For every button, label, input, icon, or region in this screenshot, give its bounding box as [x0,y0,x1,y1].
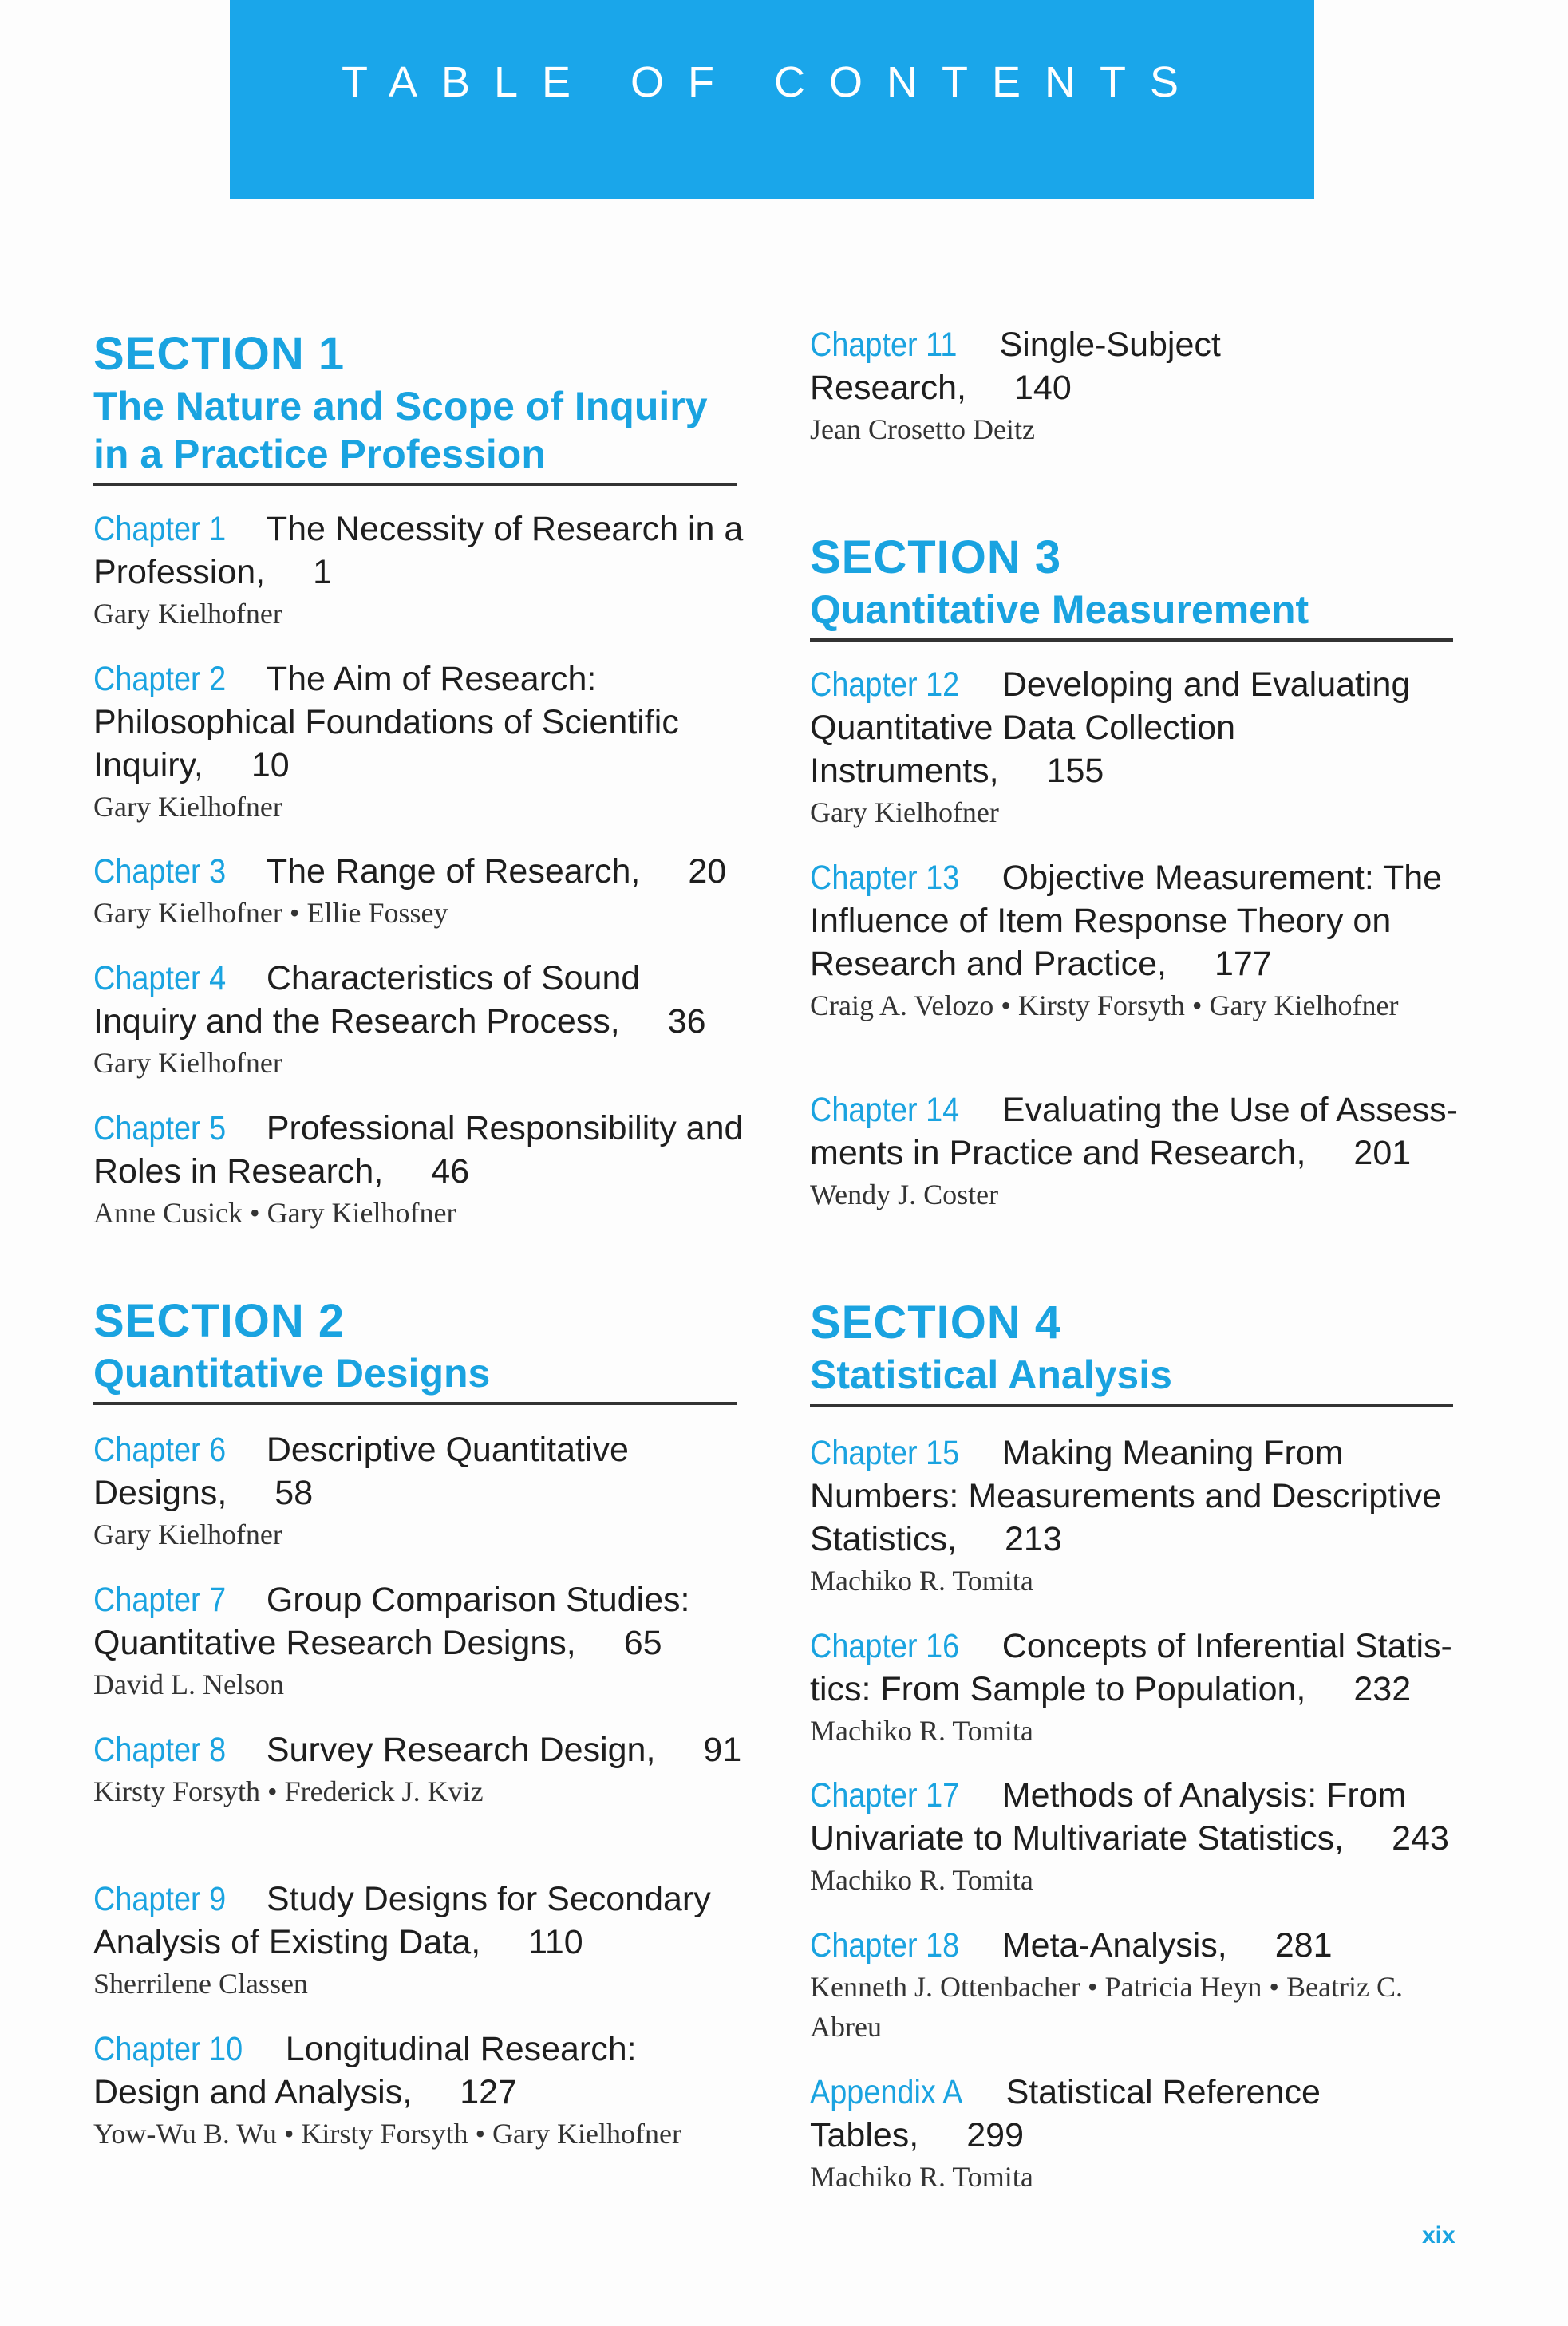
chapter-page: 299 [966,2116,1024,2154]
chapter-title: The Aim of Research: Philosophical Foundations of Scientific Inquiry, [93,660,679,784]
chapter-line [810,1625,1464,1711]
chapter-line [93,1428,748,1514]
chapter-label: Chapter 14 [810,1091,960,1129]
chapter-line [810,1088,1464,1175]
chapter-authors: Anne Cusick • Gary Kielhofner [93,1197,456,1229]
chapter-label: Chapter 7 [93,1581,227,1619]
chapter-title: The Necessity of Research in a Profession, [93,510,744,591]
chapter-title: Making Meaning From Numbers: Measurements and Descriptive Statistics, [810,1434,1442,1558]
chapter-line [93,850,748,893]
toc-entry[interactable] [810,856,1464,1025]
toc-entry[interactable] [93,957,748,1083]
chapter-label: Chapter 13 [810,859,960,897]
section-number: SECTION 3 [810,531,1062,583]
section-number: SECTION 1 [93,328,346,380]
chapter-line [810,856,1464,985]
section-title: Statistical Analysis [810,1351,1453,1407]
chapter-title: Characteristics of Sound Inquiry and the Research Process, [93,959,641,1041]
chapter-line [810,1774,1464,1860]
chapter-page: 127 [460,2073,517,2111]
chapter-label: Chapter 18 [810,1926,960,1965]
chapter-label: Chapter 16 [810,1627,960,1665]
chapter-title: Statistical Reference Tables, [810,2073,1321,2154]
chapter-line [810,1924,1464,1967]
chapter-page: 140 [1013,369,1072,407]
title-banner [230,0,1314,199]
toc-entry[interactable] [810,2071,1464,2197]
toc-entry[interactable] [93,1107,748,1233]
chapter-page: 91 [703,1731,742,1769]
section-title: Quantitative Measurement [810,586,1453,642]
section-heading [810,1295,1453,1407]
chapter-label: Appendix A [810,2073,963,2111]
chapter-page: 232 [1353,1670,1412,1708]
chapter-title: Objective Measurement: The Influence of Item Response Theory on Research and Practice, [810,859,1443,983]
chapter-line [810,2071,1464,2157]
chapter-page: 36 [667,1002,706,1041]
section-heading [810,530,1453,642]
page-title: TABLE OF CONTENTS [341,58,1203,106]
chapter-label: Chapter 15 [810,1434,960,1472]
chapter-page: 281 [1274,1926,1333,1965]
toc-entry[interactable] [93,1878,748,2004]
chapter-title: Professional Responsibility and Roles in Research, [93,1109,744,1191]
chapter-title: Single-Subject Research, [810,326,1221,407]
section-heading [93,1293,737,1405]
section-heading [93,326,737,486]
chapter-authors: David L. Nelson [93,1668,284,1700]
chapter-title: Survey Research Design, [266,1731,656,1769]
toc-entry[interactable] [93,1728,748,1811]
chapter-label: Chapter 1 [93,510,227,548]
toc-entry[interactable] [93,2028,748,2154]
chapter-title: Evaluating the Use of Assess-ments in Practice and Research, [810,1091,1459,1172]
chapter-page: 1 [313,553,333,591]
toc-entry[interactable] [810,1088,1464,1214]
chapter-line [93,507,748,594]
chapter-authors: Kenneth J. Ottenbacher • Patricia Heyn • Beatriz C. Abreu [810,1971,1403,2043]
chapter-authors: Kirsty Forsyth • Frederick J. Kviz [93,1775,484,1807]
chapter-page: 110 [528,1923,583,1961]
chapter-label: Chapter 4 [93,959,227,997]
chapter-page: 58 [274,1474,314,1512]
toc-entry[interactable] [810,1924,1464,2047]
chapter-title: Meta-Analysis, [1001,1926,1227,1965]
toc-entry[interactable] [93,1578,748,1704]
chapter-authors: Machiko R. Tomita [810,1715,1033,1747]
chapter-line [810,1432,1464,1561]
chapter-label: Chapter 17 [810,1776,960,1815]
chapter-authors: Gary Kielhofner [93,1518,282,1550]
section-number: SECTION 4 [810,1297,1062,1349]
chapter-label: Chapter 3 [93,852,227,891]
chapter-authors: Wendy J. Coster [810,1179,999,1210]
chapter-authors: Gary Kielhofner [810,796,999,828]
toc-entry[interactable] [810,323,1464,449]
chapter-title: Study Designs for Secondary Analysis of Existing Data, [93,1880,711,1961]
chapter-title: The Range of Research, [266,852,641,891]
section-title: Quantitative Designs [93,1349,737,1405]
chapter-label: Chapter 9 [93,1880,227,1918]
chapter-label: Chapter 8 [93,1731,227,1769]
chapter-label: Chapter 5 [93,1109,227,1147]
chapter-page: 155 [1046,752,1104,790]
chapter-label: Chapter 10 [93,2030,243,2068]
chapter-line [810,323,1464,409]
chapter-authors: Gary Kielhofner • Ellie Fossey [93,897,448,929]
chapter-line [93,1107,748,1193]
chapter-authors: Gary Kielhofner [93,791,282,823]
chapter-authors: Machiko R. Tomita [810,1565,1033,1597]
chapter-line [93,658,748,787]
chapter-page: 213 [1005,1520,1062,1558]
chapter-page: 201 [1353,1134,1412,1172]
chapter-line [93,957,748,1043]
chapter-page: 20 [688,852,727,891]
chapter-label: Chapter 12 [810,665,960,704]
chapter-authors: Gary Kielhofner [93,1047,282,1079]
chapter-line [93,2028,748,2114]
toc-entry[interactable] [810,1625,1464,1751]
chapter-line [810,663,1464,792]
section-title: The Nature and Scope of Inquiry in a Practice Profession [93,382,737,486]
chapter-authors: Sherrilene Classen [93,1968,308,2000]
chapter-page: 65 [623,1624,662,1662]
chapter-title: Developing and Evaluating Quantitative Data Collection Instruments, [810,665,1411,790]
chapter-line [93,1728,748,1771]
chapter-title: Methods of Analysis: From Univariate to Multivariate Statistics, [810,1776,1407,1858]
chapter-label: Chapter 6 [93,1431,227,1469]
chapter-authors: Jean Crosetto Deitz [810,413,1035,445]
chapter-page: 243 [1392,1819,1449,1858]
chapter-title: Group Comparison Studies: Quantitative Research Designs, [93,1581,690,1662]
page-number: xix [1422,2222,1455,2249]
toc-entry[interactable] [93,1428,748,1554]
chapter-page: 46 [431,1152,470,1191]
chapter-page: 10 [251,746,290,784]
toc-entry[interactable] [93,850,748,933]
chapter-title: Descriptive Quantitative Designs, [93,1431,629,1512]
chapter-label: Chapter 2 [93,660,227,698]
chapter-authors: Gary Kielhofner [93,598,282,630]
chapter-line [93,1578,748,1665]
section-number: SECTION 2 [93,1295,346,1347]
chapter-title: Concepts of Inferential Statis-tics: From Sample to Population, [810,1627,1452,1708]
chapter-authors: Craig A. Velozo • Kirsty Forsyth • Gary Kielhofner [810,989,1399,1021]
chapter-authors: Machiko R. Tomita [810,1864,1033,1896]
toc-entry[interactable] [93,507,748,634]
chapter-authors: Yow-Wu B. Wu • Kirsty Forsyth • Gary Kielhofner [93,2118,681,2150]
toc-entry[interactable] [810,1774,1464,1900]
toc-entry[interactable] [810,1432,1464,1601]
toc-entry[interactable] [93,658,748,827]
chapter-line [93,1878,748,1964]
chapter-authors: Machiko R. Tomita [810,2161,1033,2193]
chapter-label: Chapter 11 [810,326,958,364]
chapter-page: 177 [1214,945,1272,983]
toc-entry[interactable] [810,663,1464,832]
chapter-title: Longitudinal Research: Design and Analysis, [93,2030,637,2111]
